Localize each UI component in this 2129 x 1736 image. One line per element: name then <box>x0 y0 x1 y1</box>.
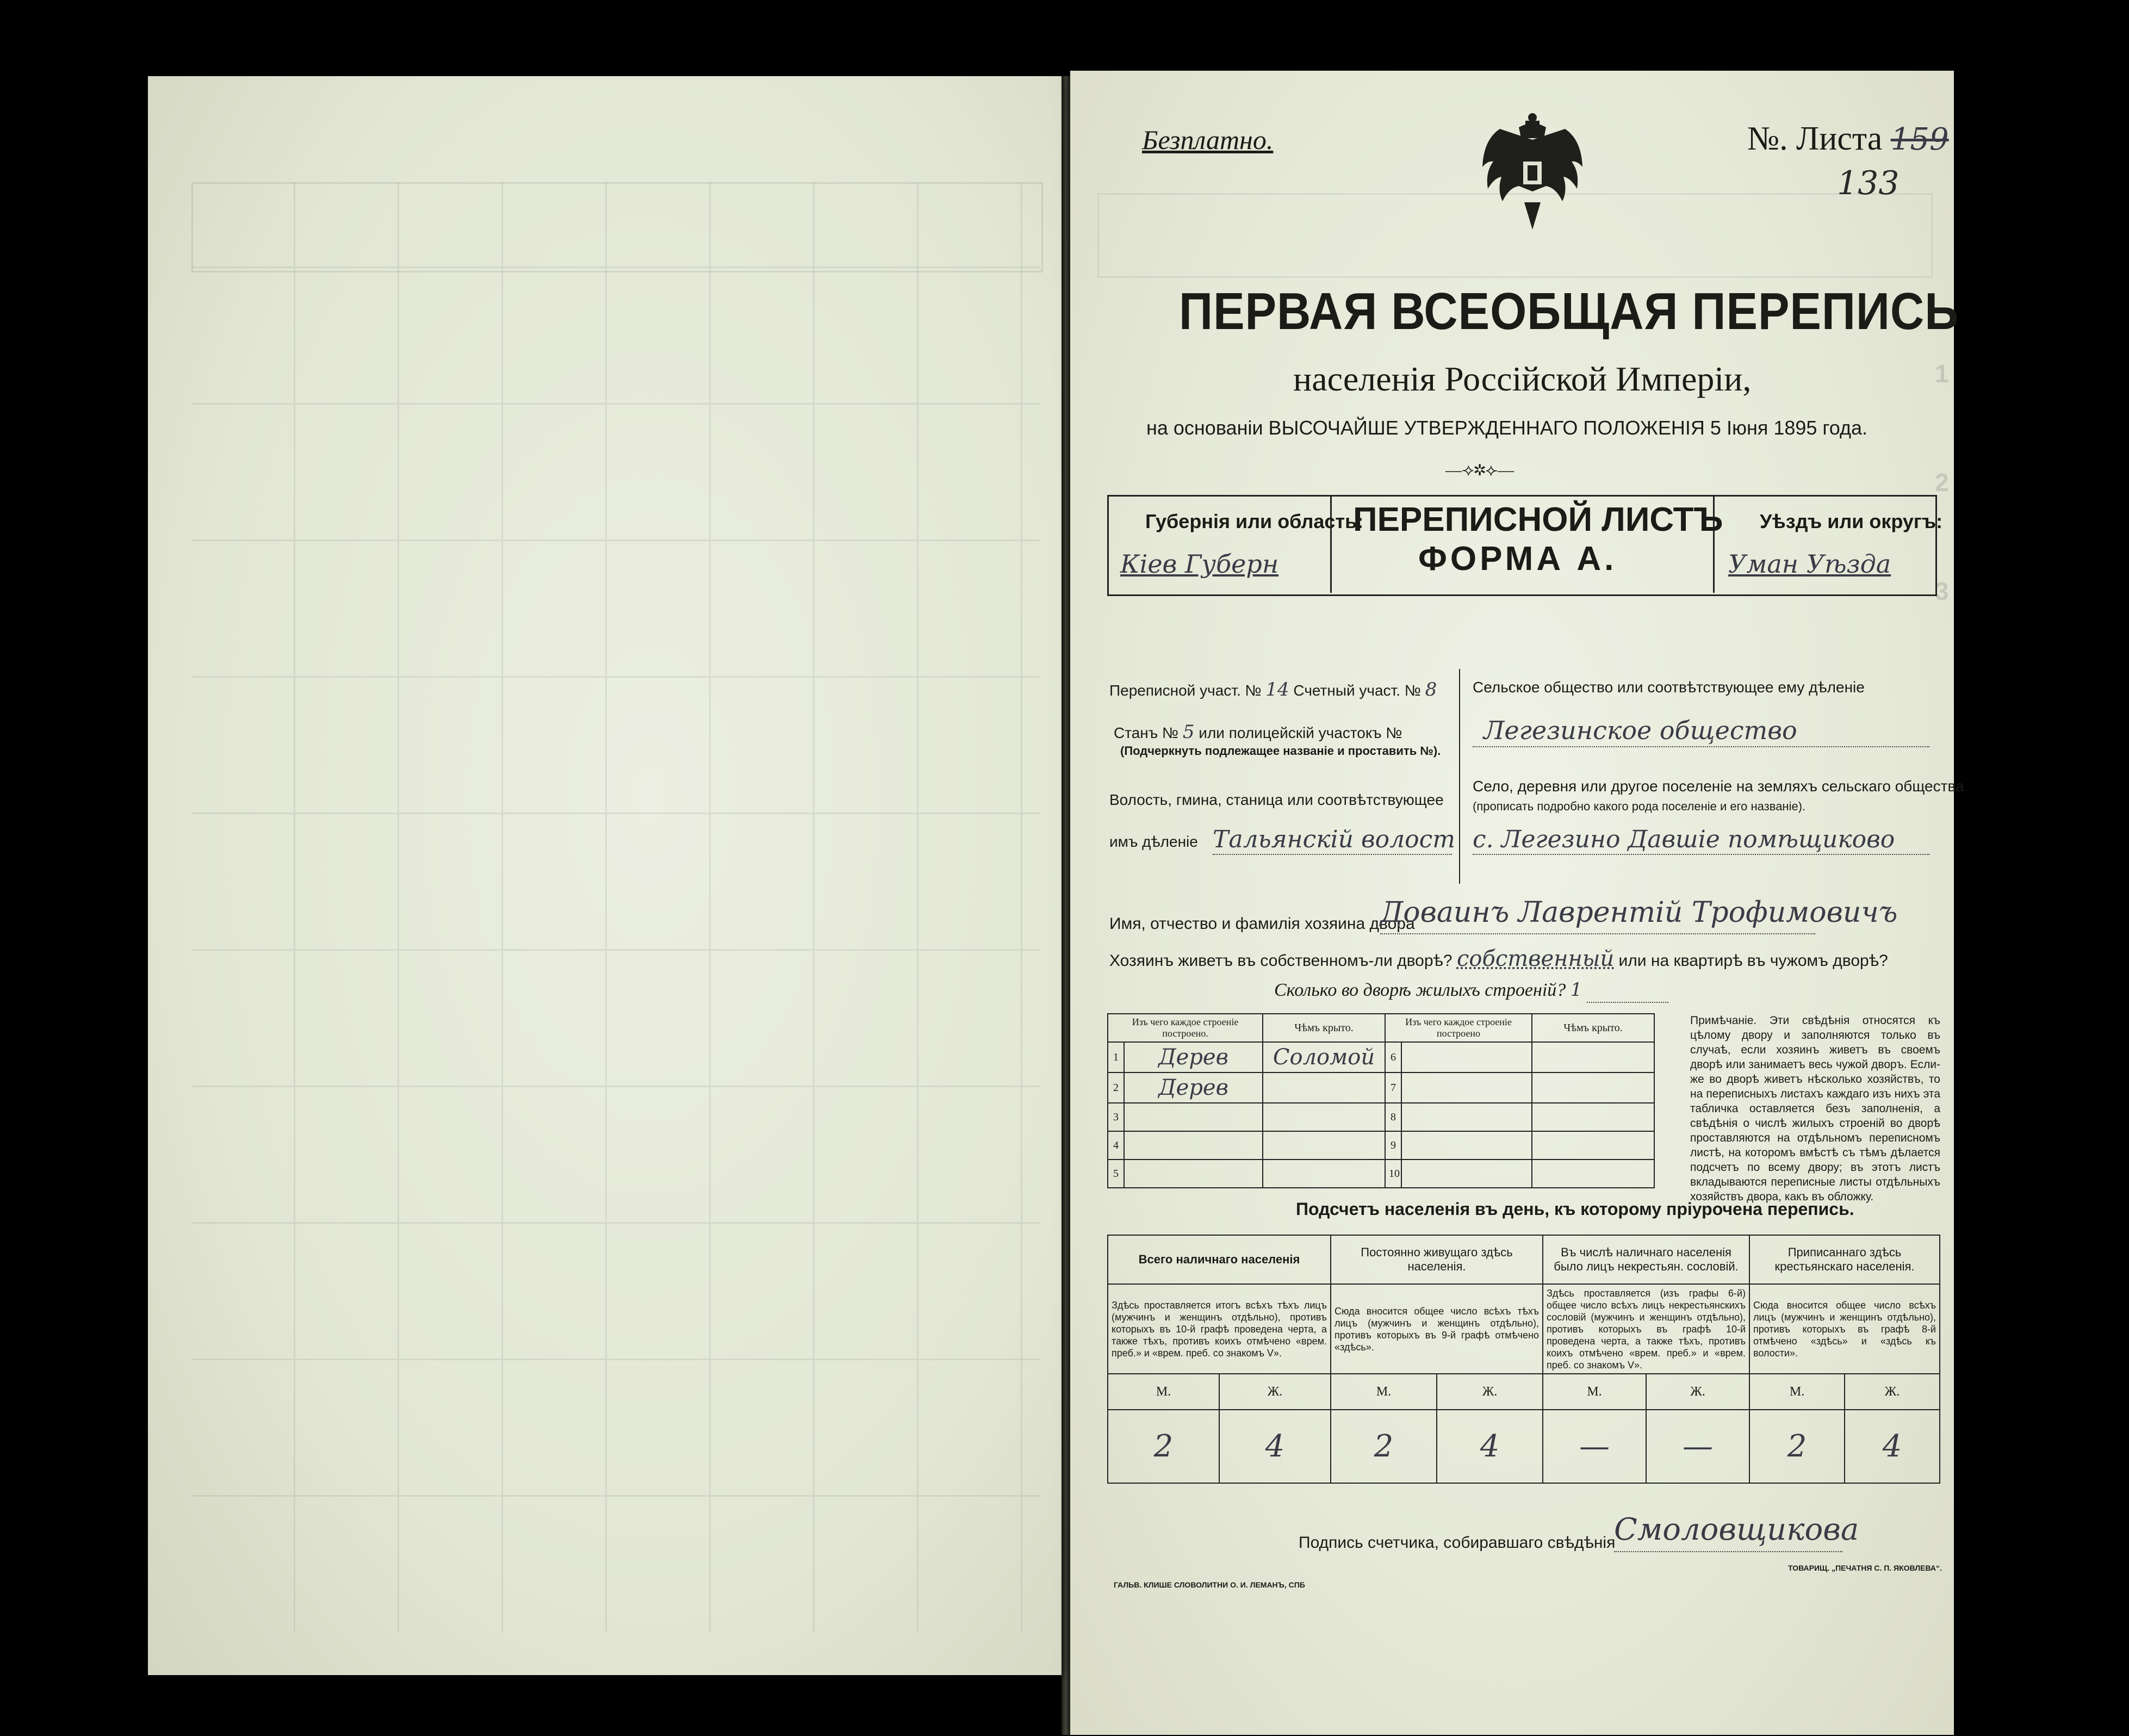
population-desc: Здѣсь проставляется (изъ графы 6-й) общее число всѣхъ лицъ некрестьянскихъ сословій (мужчинъ и женщинъ отдѣльно), противъ которыхъ въ графѣ 10-й проведена черта, а также тѣхъ, противъ коихъ отмѣчено «врем. преб.» и «врем. преб. со знакомъ V». <box>1543 1284 1749 1374</box>
residence-value: собственный <box>1456 946 1615 971</box>
count-section-value: 8 <box>1425 679 1437 700</box>
volost-label: Волость, гмина, станица или соотвѣтствующее <box>1109 791 1444 808</box>
census-subtitle: населенія Россійской Имперіи, <box>1293 359 1752 398</box>
table-row: 4 9 <box>1108 1131 1654 1160</box>
population-desc: Здѣсь проставляется итогъ всѣхъ тѣхъ лицъ (мужчинъ и женщинъ отдѣльно), противъ которыхъ въ 10-й графѣ проведена черта, а также тѣхъ, противъ коихъ отмѣчено «врем. преб.» и «врем. преб. со знакомъ V». <box>1108 1284 1331 1374</box>
rural-society-value: Легезинское общество <box>1484 716 1797 745</box>
table-row: 5 10 <box>1108 1160 1654 1188</box>
signature-value: Смоловщикова <box>1614 1512 1859 1547</box>
census-form-page <box>1070 71 1964 1735</box>
population-head-permanent: Постоянно живущаго здѣсь населенія. <box>1331 1235 1543 1284</box>
rural-society-label: Сельское общество или соотвѣтствующее ему дѣленіе <box>1473 679 1865 696</box>
peasant-female-value: 4 <box>1845 1410 1940 1483</box>
permanent-male-value: 2 <box>1331 1410 1437 1483</box>
female-label: Ж. <box>1437 1374 1543 1410</box>
uezd-label: Уѣздъ или округъ: <box>1760 510 1943 532</box>
printer-credit-left: ГАЛЬВ. КЛИШЕ СЛОВОЛИТНИ О. И. ЛЕМАНЪ, СПБ <box>1114 1580 1305 1589</box>
permanent-female-value: 4 <box>1437 1410 1543 1483</box>
count-section-label: Счетный участ. № <box>1293 682 1421 699</box>
guberniya-value: Кіев Губерн <box>1120 549 1279 579</box>
non-peasant-female-value: — <box>1646 1410 1749 1483</box>
male-label: М. <box>1543 1374 1646 1410</box>
population-desc: Сюда вносится общее число всѣхъ тѣхъ лицъ (мужчинъ и женщинъ отдѣльно), противъ которыхъ въ 9-й графѣ отмѣчено «здѣсь». <box>1331 1284 1543 1374</box>
total-male-value: 2 <box>1108 1410 1219 1483</box>
sheet-number-label: №. Листа <box>1747 120 1883 157</box>
female-label: Ж. <box>1646 1374 1749 1410</box>
population-title: Подсчетъ населенія въ день, къ которому пріурочена перепись. <box>1296 1199 1854 1219</box>
bleedthrough-number: 2 <box>1935 468 1949 497</box>
female-label: Ж. <box>1845 1374 1940 1410</box>
sheet-number-handwritten: 133 <box>1837 164 1900 202</box>
volost-value: Тальянскій волост <box>1213 826 1455 853</box>
village-label: Село, деревня или другое поселеніе на земляхъ сельскаго общества <box>1473 778 1964 795</box>
left-page-bleedthrough <box>148 76 1062 1675</box>
ornament-divider: —⟢✲⟣— <box>1445 461 1514 479</box>
stan-value: 5 <box>1182 721 1195 743</box>
volost-label-2: имъ дѣленіе <box>1109 833 1198 850</box>
uezd-value: Уман Уѣзда <box>1728 549 1891 579</box>
book-gutter <box>1062 76 1070 1735</box>
police-section-label: или полицейскій участокъ № <box>1199 724 1402 741</box>
free-label: Безплатно. <box>1142 125 1274 155</box>
owner-value: Доваинъ Лаврентій Трофимовичъ <box>1380 896 1898 929</box>
peasant-male-value: 2 <box>1749 1410 1845 1483</box>
imperial-eagle-emblem <box>1475 110 1590 235</box>
village-value: с. Легезино Давшіе помѣщиково <box>1473 826 1895 853</box>
population-head-peasant: Приписаннаго здѣсь крестьянскаго населенія. <box>1749 1235 1940 1284</box>
building-material-header: Изъ чего каждое строеніе построено. <box>1108 1014 1263 1042</box>
building-material-header-2: Изъ чего каждое строеніе построено <box>1385 1014 1532 1042</box>
bleedthrough-grid <box>191 182 1040 1632</box>
male-label: М. <box>1331 1374 1437 1410</box>
female-label: Ж. <box>1219 1374 1331 1410</box>
population-head-total: Всего наличнаго населенія <box>1108 1235 1331 1284</box>
table-row: 2 Дерев 7 <box>1108 1072 1654 1103</box>
printer-credit-right: ТОВАРИЩ. „ПЕЧАТНЯ С. П. ЯКОВЛЕВА“. <box>1788 1564 1942 1572</box>
village-note: (прописать подробно какого рода поселеніе и его названіе). <box>1473 799 1806 813</box>
male-label: М. <box>1108 1374 1219 1410</box>
form-name: ФОРМА А. <box>1418 540 1617 578</box>
census-basis: на основаніи ВЫСОЧАЙШЕ УТВЕРЖДЕННАГО ПОЛОЖЕНІЯ 5 Іюня 1895 года. <box>1146 417 1868 439</box>
male-label: М. <box>1749 1374 1845 1410</box>
bleedthrough-number: 1 <box>1935 359 1949 388</box>
underline-note: (Подчеркнуть подлежащее названіе и проставить №). <box>1120 744 1441 758</box>
table-row: 1 Дерев Соломой 6 <box>1108 1042 1654 1072</box>
buildings-value: 1 <box>1570 979 1582 1001</box>
residence-label: Хозяинъ живетъ въ собственномъ-ли дворѣ? <box>1109 952 1453 970</box>
population-desc: Сюда вносится общее число всѣхъ лицъ (мужчинъ и женщинъ отдѣльно), противъ которыхъ въ графѣ 8-й отмѣчено «здѣсь» и «здѣсь къ волости». <box>1749 1284 1940 1374</box>
census-section-label: Переписной участ. № <box>1109 682 1262 699</box>
population-table <box>1107 1235 1940 1484</box>
non-peasant-male-value: — <box>1543 1410 1646 1483</box>
roof-header-2: Чѣмъ крыто. <box>1532 1014 1654 1042</box>
bleedthrough-number: 3 <box>1935 577 1949 605</box>
buildings-note: Примѣчаніе. Эти свѣдѣнія относятся къ цѣлому двору и заполняются только въ случаѣ, если хозяинъ живетъ въ своемъ дворѣ или занимаетъ весь чужой дворъ. Если-же во дворѣ живетъ нѣсколько хозяйствъ, то на переписныхъ листахъ каждаго изъ нихъ эта табличка оставляется безъ заполненія, а свѣдѣнія о числѣ жилыхъ строеній во дворѣ проставляются на отдѣльномъ переписномъ листѣ, на которомъ вмѣстѣ съ тѣмъ дѣлается подсчетъ по всему двору; въ этотъ листъ вкладываются переписные листы отдѣльныхъ хозяйствъ двора, какъ въ обложку. <box>1690 1014 1940 1203</box>
buildings-table <box>1107 1013 1655 1188</box>
owner-label: Имя, отчество и фамилія хозяина двора <box>1109 915 1415 933</box>
sheet-type-title: ПЕРЕПИСНОЙ ЛИСТЪ <box>1353 501 1723 538</box>
guberniya-label: Губернія или область: <box>1145 510 1364 532</box>
census-title: ПЕРВАЯ ВСЕОБЩАЯ ПЕРЕПИСЬ <box>1179 282 1959 340</box>
stan-label: Станъ № <box>1114 724 1179 741</box>
residence-label-2: или на квартирѣ въ чужомъ дворѣ? <box>1618 952 1888 970</box>
total-female-value: 4 <box>1219 1410 1331 1483</box>
buildings-label: Сколько во дворѣ жилыхъ строеній? <box>1274 980 1566 1000</box>
sheet-number-struck: 159 <box>1890 122 1949 157</box>
census-section-value: 14 <box>1265 679 1289 700</box>
table-row: 3 8 <box>1108 1103 1654 1131</box>
population-head-non-peasant: Въ числѣ наличнаго населенія было лицъ некрестьян. сословій. <box>1543 1235 1749 1284</box>
signature-label: Подпись счетчика, собиравшаго свѣдѣнія <box>1299 1534 1616 1552</box>
roof-header: Чѣмъ крыто. <box>1263 1014 1385 1042</box>
